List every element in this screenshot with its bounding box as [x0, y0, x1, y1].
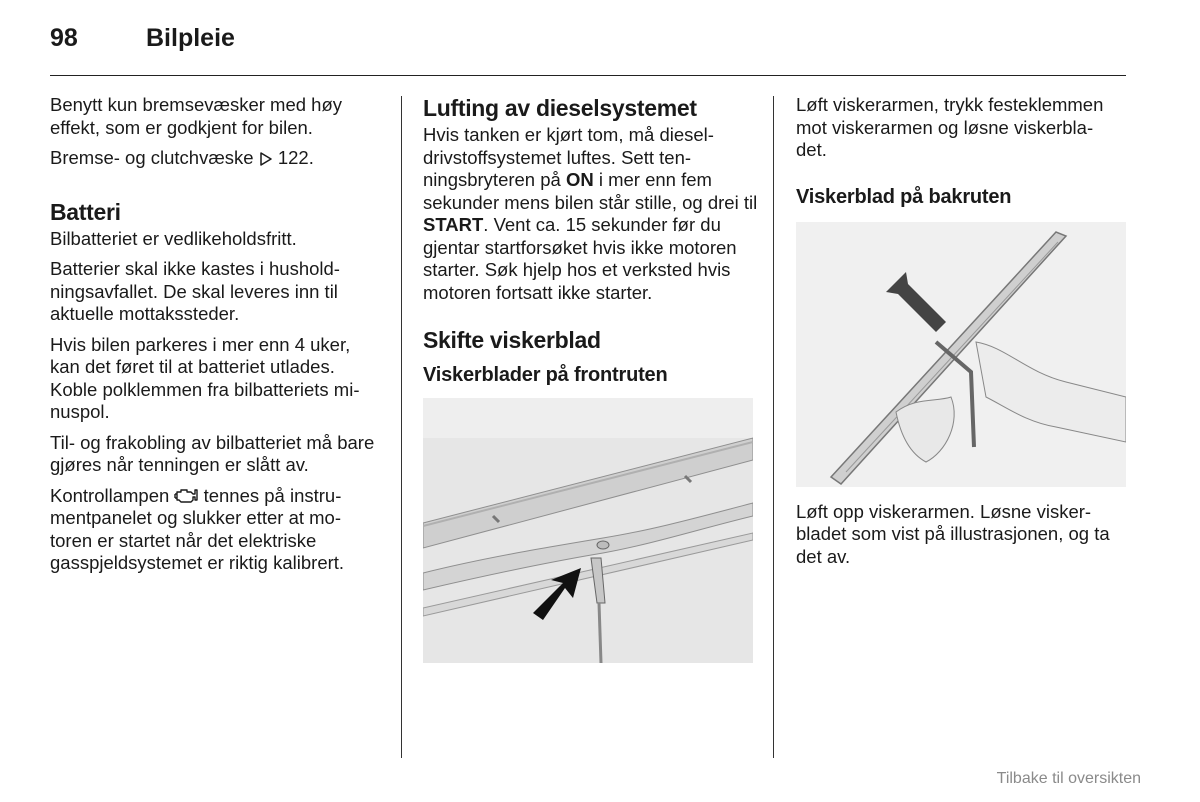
column-3: [796, 94, 1126, 576]
diesel-text-part-2: i mer enn fem sekunder mens bilen står stille, og drei til: [423, 169, 758, 213]
front-wiper-illustration: [423, 398, 753, 663]
front-wiper-heading: Viskerblader på frontruten: [423, 364, 668, 386]
front-wiper-instruction: Løft viskerarmen, trykk festeklemmen mot viskerarmen og løsne viskerbla- det.: [796, 94, 1104, 160]
diesel-text-part-1: Hvis tanken er kjørt tom, må diesel- drivstoffsystemet luftes. Sett ten- ningsbryteren på: [423, 124, 714, 190]
brake-fluid-text: Benytt kun bremsevæsker med høy effekt, som er godkjent for bilen.: [50, 94, 342, 138]
header-rule: [50, 75, 1126, 76]
battery-heading: Batteri: [50, 198, 121, 225]
diesel-text: [423, 124, 758, 304]
indicator-text-after: tennes på instru- mentpanelet og slukker etter at mo- toren er startet når det elektriske gasspjeldsystemet er riktig kalibrert.: [50, 484, 345, 573]
indicator-text-before: Kontrollampen: [50, 484, 170, 506]
battery-text-2: Batterier skal ikke kastes i hushold- ningsavfallet. De skal leveres inn til aktuelle mottakssteder.: [50, 258, 340, 324]
page-reference-arrow-icon: [259, 152, 273, 166]
rear-wiper-instruction: Løft opp viskerarmen. Løsne visker- bladet som vist på illustrasjonen, og ta det av.: [796, 500, 1110, 567]
diesel-text-part-3: . Vent ca. 15 sekunder før du gjentar startforsøket hvis ikke motoren starter. Søk hjelp hos et verksted hvis motoren fortsatt ikke starter.: [423, 214, 737, 303]
page-number: 98: [50, 24, 78, 52]
ignition-on-label: ON: [565, 169, 594, 190]
back-to-overview-link[interactable]: Tilbake til oversikten: [996, 770, 1141, 787]
battery-text-4: Til- og frakobling av bilbatteriet må bare gjøres når tenningen er slått av.: [50, 431, 375, 475]
diesel-heading: Lufting av dieselsystemet: [423, 95, 697, 121]
column-divider: [773, 96, 774, 758]
brake-clutch-reference: [50, 147, 382, 170]
column-2: [423, 94, 758, 663]
wiper-heading: Skifte viskerblad: [423, 327, 601, 353]
battery-text-3: Hvis bilen parkeres i mer enn 4 uker, kan det føret til at batteriet utlades. Koble polklemmen fra bilbatteriets mi- nuspol.: [50, 333, 360, 422]
page-title: Bilpleie: [146, 24, 235, 52]
ignition-start-label: START: [423, 214, 484, 235]
column-1: [50, 94, 382, 583]
engine-indicator-icon: [174, 486, 198, 504]
rear-wiper-illustration: [796, 222, 1126, 487]
page-reference-link[interactable]: 122.: [277, 147, 314, 168]
brake-clutch-label: Bremse- og clutchvæske: [50, 147, 254, 168]
page-header: [50, 24, 235, 53]
battery-text-1: Bilbatteriet er vedlikeholdsfritt.: [50, 227, 297, 249]
battery-text-5: [50, 485, 382, 575]
column-divider: [401, 96, 402, 758]
rear-wiper-heading: Viskerblad på bakruten: [796, 185, 1012, 208]
